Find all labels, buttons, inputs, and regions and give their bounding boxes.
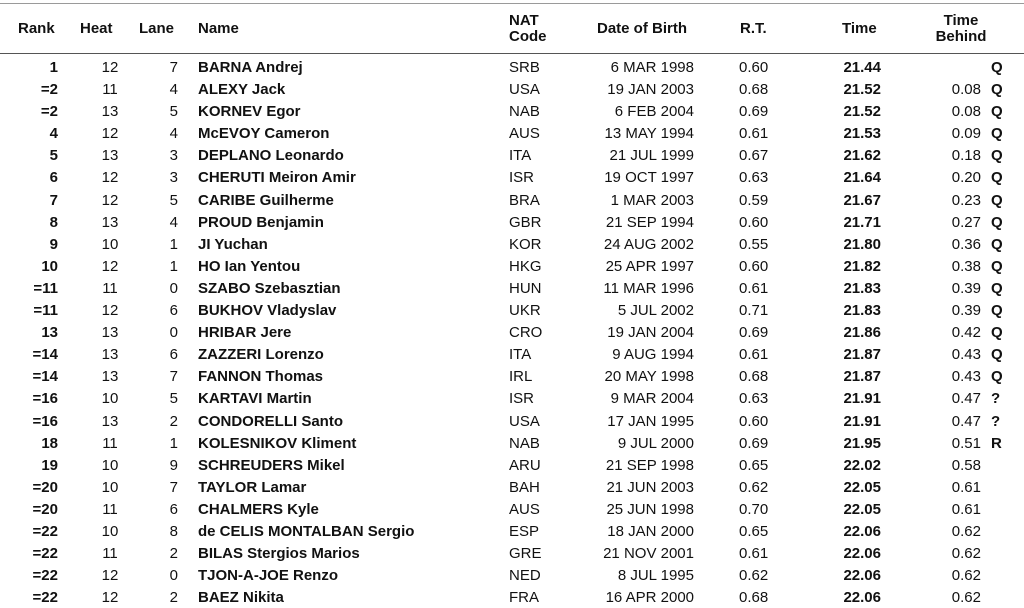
cell-reaction-time: 0.68	[739, 589, 769, 607]
cell-time: 22.05	[843, 478, 881, 496]
cell-date-of-birth: 13 MAY 1994	[604, 125, 694, 143]
cell-reaction-time: 0.69	[739, 103, 769, 121]
cell-qualifier: Q	[991, 368, 1003, 386]
cell-rank: =16	[32, 412, 58, 430]
table-row	[0, 433, 1024, 455]
cell-time: 21.62	[843, 147, 881, 165]
cell-rank: =22	[32, 589, 58, 607]
cell-nat-code: AUS	[509, 125, 540, 143]
cell-reaction-time: 0.61	[739, 545, 769, 563]
cell-qualifier: Q	[991, 59, 1003, 76]
cell-lane: 6	[169, 302, 178, 320]
table-row	[0, 565, 1024, 587]
cell-heat: 11	[102, 81, 118, 99]
cell-lane: 0	[169, 279, 178, 297]
cell-time-behind: 0.51	[951, 434, 981, 452]
cell-time: 21.86	[843, 324, 881, 342]
cell-nat-code: GBR	[509, 213, 542, 231]
table-row	[0, 256, 1024, 278]
cell-heat: 12	[101, 125, 119, 143]
cell-time-behind: 0.39	[951, 302, 981, 320]
cell-qualifier: Q	[991, 103, 1003, 121]
cell-reaction-time: 0.67	[739, 147, 769, 165]
cell-qualifier: ?	[991, 390, 1001, 408]
cell-time: 22.02	[843, 456, 881, 474]
cell-heat: 12	[101, 191, 119, 209]
cell-lane: 7	[169, 368, 178, 386]
cell-time: 21.95	[843, 434, 881, 452]
table-row	[0, 543, 1024, 565]
cell-time: 21.91	[843, 390, 881, 408]
cell-rank: =2	[40, 103, 58, 121]
cell-nat-code: ITA	[509, 346, 532, 364]
cell-heat: 12	[101, 302, 119, 320]
cell-lane: 3	[169, 147, 178, 165]
cell-rank: 10	[41, 257, 58, 275]
cell-heat: 12	[101, 567, 119, 585]
cell-qualifier: Q	[991, 279, 1003, 297]
header-rule	[0, 53, 1024, 54]
cell-athlete-name: CARIBE Guilherme	[198, 191, 334, 209]
cell-athlete-name: HO Ian Yentou	[198, 257, 301, 275]
cell-date-of-birth: 19 OCT 1997	[604, 169, 694, 187]
cell-date-of-birth: 21 NOV 2001	[603, 545, 694, 563]
cell-rank: =16	[32, 390, 58, 408]
cell-nat-code: USA	[509, 412, 540, 430]
cell-time: 21.91	[843, 412, 881, 430]
cell-time-behind: 0.43	[951, 346, 981, 364]
table-row	[0, 79, 1024, 101]
cell-date-of-birth: 19 JAN 2004	[607, 324, 694, 342]
cell-lane: 9	[169, 456, 178, 474]
cell-nat-code: FRA	[509, 589, 539, 607]
table-row	[0, 499, 1024, 521]
cell-athlete-name: de CELIS MONTALBAN Sergio	[198, 522, 415, 540]
cell-athlete-name: CONDORELLI Santo	[198, 412, 343, 430]
cell-date-of-birth: 21 JUL 1999	[609, 147, 694, 165]
results-table-body	[0, 57, 1024, 608]
cell-heat: 13	[101, 213, 119, 231]
cell-qualifier: Q	[991, 346, 1003, 364]
cell-lane: 1	[169, 235, 178, 253]
cell-rank: =11	[33, 279, 58, 297]
cell-athlete-name: CHERUTI Meiron Amir	[198, 169, 356, 187]
cell-time: 22.06	[843, 545, 881, 563]
cell-athlete-name: SZABO Szebasztian	[198, 279, 341, 297]
cell-lane: 1	[169, 434, 178, 452]
cell-rank: 4	[49, 125, 58, 143]
cell-reaction-time: 0.62	[739, 478, 769, 496]
cell-heat: 12	[101, 257, 119, 275]
cell-reaction-time: 0.65	[739, 522, 769, 540]
cell-reaction-time: 0.60	[739, 412, 769, 430]
header-lane: Lane	[139, 20, 175, 37]
cell-heat: 13	[101, 368, 119, 386]
cell-rank: =20	[32, 478, 58, 496]
cell-rank: 6	[49, 169, 58, 187]
cell-reaction-time: 0.68	[739, 81, 769, 99]
cell-time: 21.52	[843, 81, 881, 99]
cell-date-of-birth: 24 AUG 2002	[603, 235, 694, 253]
cell-reaction-time: 0.60	[739, 257, 769, 275]
cell-nat-code: NAB	[509, 103, 540, 121]
cell-date-of-birth: 18 JAN 2000	[607, 522, 694, 540]
table-row	[0, 521, 1024, 543]
cell-date-of-birth: 6 FEB 2004	[614, 103, 694, 121]
table-row	[0, 278, 1024, 300]
cell-time-behind: 0.62	[951, 545, 981, 563]
cell-rank: 5	[49, 147, 58, 165]
cell-heat: 11	[102, 279, 118, 297]
cell-reaction-time: 0.63	[739, 390, 769, 408]
cell-nat-code: KOR	[509, 235, 542, 253]
cell-lane: 4	[169, 81, 178, 99]
cell-qualifier: Q	[991, 302, 1003, 320]
table-row	[0, 366, 1024, 388]
cell-time: 21.67	[843, 191, 881, 209]
cell-nat-code: AUS	[509, 500, 540, 518]
cell-lane: 2	[169, 589, 178, 607]
cell-rank: 8	[49, 213, 58, 231]
cell-date-of-birth: 11 MAR 1996	[603, 279, 694, 297]
cell-date-of-birth: 9 JUL 2000	[617, 434, 694, 452]
cell-athlete-name: PROUD Benjamin	[198, 213, 324, 231]
cell-reaction-time: 0.70	[739, 500, 769, 518]
cell-athlete-name: HRIBAR Jere	[198, 324, 292, 342]
cell-rank: 1	[49, 59, 58, 76]
cell-date-of-birth: 20 MAY 1998	[604, 368, 694, 386]
cell-time: 21.64	[843, 169, 881, 187]
cell-time-behind: 0.47	[951, 412, 981, 430]
cell-date-of-birth: 17 JAN 1995	[607, 412, 694, 430]
cell-athlete-name: ALEXY Jack	[198, 81, 286, 99]
cell-qualifier: Q	[991, 191, 1003, 209]
cell-nat-code: NAB	[509, 434, 540, 452]
cell-athlete-name: FANNON Thomas	[198, 368, 324, 386]
cell-rank: =14	[32, 368, 58, 386]
table-row	[0, 167, 1024, 189]
header-time-behind: Time Behind	[935, 12, 987, 45]
cell-reaction-time: 0.61	[739, 279, 769, 297]
cell-nat-code: IRL	[509, 368, 533, 386]
cell-athlete-name: TJON-A-JOE Renzo	[198, 567, 339, 585]
cell-heat: 12	[101, 59, 119, 76]
cell-athlete-name: KARTAVI Martin	[198, 390, 312, 408]
cell-nat-code: ESP	[509, 522, 540, 540]
header-name: Name	[198, 20, 239, 37]
cell-rank: 7	[49, 191, 58, 209]
cell-lane: 7	[169, 59, 178, 76]
cell-nat-code: SRB	[509, 59, 540, 76]
table-row	[0, 190, 1024, 212]
cell-heat: 13	[101, 324, 119, 342]
cell-rank: =20	[32, 500, 58, 518]
cell-date-of-birth: 16 APR 2000	[605, 589, 694, 607]
cell-time-behind: 0.09	[951, 125, 981, 143]
cell-heat: 12	[101, 589, 119, 607]
cell-lane: 6	[169, 346, 178, 364]
table-row	[0, 57, 1024, 79]
cell-athlete-name: KORNEV Egor	[198, 103, 301, 121]
cell-lane: 5	[169, 103, 178, 121]
cell-lane: 8	[169, 522, 178, 540]
cell-lane: 6	[169, 500, 178, 518]
cell-lane: 5	[169, 390, 178, 408]
cell-heat: 11	[102, 434, 118, 452]
table-row	[0, 411, 1024, 433]
cell-rank: =22	[32, 567, 58, 585]
cell-time-behind: 0.62	[951, 567, 981, 585]
cell-date-of-birth: 9 AUG 1994	[612, 346, 694, 364]
cell-time-behind: 0.38	[951, 257, 981, 275]
cell-athlete-name: BARNA Andrej	[198, 59, 303, 76]
cell-reaction-time: 0.61	[739, 346, 769, 364]
cell-lane: 2	[169, 412, 178, 430]
cell-athlete-name: TAYLOR Lamar	[198, 478, 307, 496]
cell-time: 21.87	[843, 368, 881, 386]
cell-qualifier: Q	[991, 125, 1003, 143]
cell-time: 21.87	[843, 346, 881, 364]
cell-athlete-name: BUKHOV Vladyslav	[198, 302, 337, 320]
cell-heat: 13	[101, 103, 119, 121]
cell-athlete-name: SCHREUDERS Mikel	[198, 456, 345, 474]
cell-time-behind: 0.42	[951, 324, 981, 342]
cell-heat: 10	[101, 456, 119, 474]
cell-date-of-birth: 21 SEP 1998	[605, 456, 694, 474]
cell-time-behind: 0.43	[951, 368, 981, 386]
cell-heat: 12	[101, 169, 119, 187]
cell-rank: 13	[41, 324, 58, 342]
cell-time-behind: 0.62	[951, 522, 981, 540]
cell-lane: 3	[169, 169, 178, 187]
table-row	[0, 388, 1024, 410]
cell-time-behind: 0.23	[951, 191, 981, 209]
cell-nat-code: ISR	[509, 390, 535, 408]
cell-rank: =2	[40, 81, 58, 99]
cell-heat: 11	[102, 545, 118, 563]
cell-time-behind: 0.08	[951, 81, 981, 99]
cell-heat: 11	[102, 500, 118, 518]
cell-lane: 7	[169, 478, 178, 496]
cell-time: 21.53	[843, 125, 881, 143]
cell-qualifier: Q	[991, 324, 1003, 342]
table-row	[0, 344, 1024, 366]
cell-heat: 13	[101, 412, 119, 430]
header-date-of-birth: Date of Birth	[597, 20, 687, 37]
cell-time: 22.06	[843, 589, 881, 607]
cell-date-of-birth: 6 MAR 1998	[610, 59, 694, 76]
cell-time-behind: 0.18	[951, 147, 981, 165]
cell-athlete-name: ZAZZERI Lorenzo	[198, 346, 324, 364]
cell-date-of-birth: 25 JUN 1998	[606, 500, 694, 518]
cell-reaction-time: 0.62	[739, 567, 769, 585]
cell-qualifier: Q	[991, 257, 1003, 275]
cell-time-behind: 0.47	[951, 390, 981, 408]
header-heat: Heat	[80, 20, 113, 37]
header-rank: Rank	[18, 20, 55, 37]
cell-time: 21.80	[843, 235, 881, 253]
table-row	[0, 234, 1024, 256]
cell-time-behind: 0.36	[951, 235, 981, 253]
cell-rank: 9	[49, 235, 58, 253]
cell-time: 21.71	[843, 213, 881, 231]
cell-heat: 10	[101, 522, 119, 540]
table-row	[0, 477, 1024, 499]
cell-qualifier: Q	[991, 169, 1003, 187]
cell-reaction-time: 0.55	[739, 235, 769, 253]
cell-heat: 10	[101, 390, 119, 408]
cell-time-behind: 0.62	[951, 589, 981, 607]
cell-qualifier: Q	[991, 147, 1003, 165]
cell-time: 21.83	[843, 302, 881, 320]
header-nat-code: NAT Code	[509, 12, 547, 45]
cell-rank: 18	[41, 434, 58, 452]
cell-nat-code: BRA	[509, 191, 540, 209]
cell-nat-code: ITA	[509, 147, 532, 165]
cell-reaction-time: 0.71	[739, 302, 769, 320]
cell-athlete-name: DEPLANO Leonardo	[198, 147, 344, 165]
cell-heat: 13	[101, 346, 119, 364]
cell-qualifier: R	[991, 434, 1002, 452]
cell-lane: 4	[169, 125, 178, 143]
cell-athlete-name: JI Yuchan	[198, 235, 268, 253]
cell-time: 22.06	[843, 567, 881, 585]
cell-nat-code: UKR	[509, 302, 541, 320]
cell-date-of-birth: 5 JUL 2002	[617, 302, 694, 320]
cell-time-behind: 0.27	[951, 213, 981, 231]
cell-reaction-time: 0.60	[739, 213, 769, 231]
cell-nat-code: GRE	[509, 545, 542, 563]
cell-rank: =22	[32, 522, 58, 540]
cell-rank: =14	[32, 346, 58, 364]
cell-time-behind: 0.39	[951, 279, 981, 297]
cell-qualifier: ?	[991, 412, 1001, 430]
cell-time: 21.44	[843, 59, 881, 76]
header-reaction-time: R.T.	[740, 20, 767, 37]
cell-time-behind: 0.58	[951, 456, 981, 474]
cell-heat: 13	[101, 147, 119, 165]
cell-nat-code: HKG	[509, 257, 542, 275]
cell-nat-code: ISR	[509, 169, 535, 187]
cell-reaction-time: 0.61	[739, 125, 769, 143]
cell-nat-code: BAH	[509, 478, 540, 496]
cell-date-of-birth: 19 JAN 2003	[607, 81, 694, 99]
cell-lane: 2	[169, 545, 178, 563]
cell-athlete-name: KOLESNIKOV Kliment	[198, 434, 357, 452]
cell-date-of-birth: 9 MAR 2004	[610, 390, 694, 408]
cell-qualifier: Q	[991, 81, 1003, 99]
cell-qualifier: Q	[991, 213, 1003, 231]
cell-heat: 10	[101, 235, 119, 253]
cell-time: 21.83	[843, 279, 881, 297]
cell-reaction-time: 0.60	[739, 59, 769, 76]
table-header	[0, 4, 1024, 54]
cell-time: 21.82	[843, 257, 881, 275]
table-row	[0, 300, 1024, 322]
cell-rank: 19	[41, 456, 58, 474]
cell-nat-code: ARU	[509, 456, 541, 474]
table-row	[0, 101, 1024, 123]
cell-lane: 5	[169, 191, 178, 209]
cell-date-of-birth: 1 MAR 2003	[610, 191, 694, 209]
cell-lane: 0	[169, 567, 178, 585]
cell-reaction-time: 0.69	[739, 434, 769, 452]
cell-date-of-birth: 21 SEP 1994	[605, 213, 694, 231]
cell-time: 22.05	[843, 500, 881, 518]
table-row	[0, 212, 1024, 234]
cell-date-of-birth: 21 JUN 2003	[606, 478, 694, 496]
cell-qualifier: Q	[991, 235, 1003, 253]
cell-nat-code: CRO	[509, 324, 543, 342]
cell-lane: 0	[169, 324, 178, 342]
cell-time-behind: 0.61	[951, 500, 981, 518]
cell-time: 21.52	[843, 103, 881, 121]
table-row	[0, 322, 1024, 344]
cell-rank: =22	[32, 545, 58, 563]
cell-heat: 10	[101, 478, 119, 496]
table-row	[0, 455, 1024, 477]
cell-reaction-time: 0.65	[739, 456, 769, 474]
cell-lane: 4	[169, 213, 178, 231]
cell-reaction-time: 0.68	[739, 368, 769, 386]
cell-reaction-time: 0.59	[739, 191, 769, 209]
cell-reaction-time: 0.63	[739, 169, 769, 187]
cell-date-of-birth: 8 JUL 1995	[617, 567, 694, 585]
cell-rank: =11	[33, 302, 58, 320]
cell-athlete-name: BAEZ Nikita	[198, 589, 284, 607]
cell-nat-code: USA	[509, 81, 540, 99]
header-time: Time	[842, 20, 877, 37]
table-row	[0, 123, 1024, 145]
cell-time-behind: 0.61	[951, 478, 981, 496]
cell-athlete-name: McEVOY Cameron	[198, 125, 330, 143]
cell-date-of-birth: 25 APR 1997	[605, 257, 694, 275]
cell-lane: 1	[169, 257, 178, 275]
cell-athlete-name: CHALMERS Kyle	[198, 500, 319, 518]
table-row	[0, 145, 1024, 167]
cell-time-behind: 0.08	[951, 103, 981, 121]
cell-athlete-name: BILAS Stergios Marios	[198, 545, 360, 563]
table-row	[0, 587, 1024, 608]
cell-time-behind: 0.20	[951, 169, 981, 187]
cell-nat-code: NED	[509, 567, 541, 585]
cell-time: 22.06	[843, 522, 881, 540]
cell-nat-code: HUN	[509, 279, 542, 297]
cell-reaction-time: 0.69	[739, 324, 769, 342]
